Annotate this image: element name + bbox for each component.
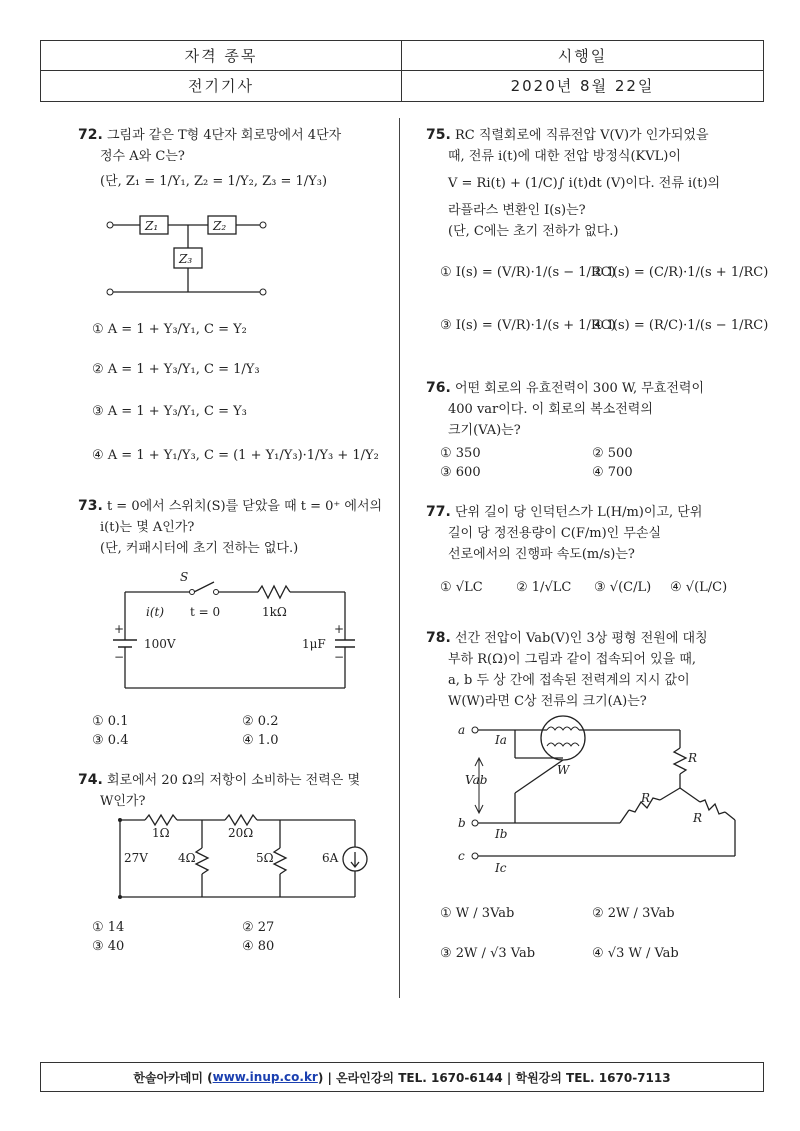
vab-label: Vab (465, 773, 488, 787)
question-78 (426, 628, 766, 712)
ia-label: Ia (495, 733, 507, 747)
r3-label: 4Ω (178, 851, 196, 865)
choice-72-4[interactable]: ④ A = 1 + Y₁/Y₃, C = (1 + Y₁/Y₃)·1/Y₃ + 1/Y₂ (92, 448, 379, 463)
question-text: 라플라스 변환인 I(s)는? (448, 203, 586, 218)
question-text: i(t)는 몇 A인가? (100, 520, 195, 535)
choice-75-2[interactable]: ② I(s) = (C/R)·1/(s + 1/RC) (592, 265, 769, 280)
choice-74-3[interactable]: ③ 40 (92, 939, 125, 954)
page-footer (40, 1062, 764, 1092)
three-phase-wattmeter-circuit (455, 718, 745, 883)
question-text: 정수 A와 C는? (100, 149, 185, 164)
z2-label: Z₂ (213, 219, 227, 233)
z1-label: Z₁ (145, 219, 159, 233)
question-76 (426, 378, 766, 441)
question-text: W인가? (100, 794, 146, 809)
choice-73-2[interactable]: ② 0.2 (242, 714, 279, 729)
question-note: (단, 커패시터에 초기 전하는 없다.) (100, 541, 299, 556)
question-text: 크기(VA)는? (448, 423, 521, 438)
r-label: R (641, 791, 651, 805)
svg-text:+: + (334, 622, 345, 636)
question-text: V = Ri(t) + (1/C)∫ i(t)dt (V)이다. 전류 i(t)의 (448, 176, 721, 191)
choice-74-2[interactable]: ② 27 (242, 920, 275, 935)
svg-text:−: − (114, 650, 125, 664)
choice-77-3[interactable]: ③ √(C/L) (594, 580, 652, 595)
question-72 (78, 125, 398, 192)
time-label: t = 0 (190, 605, 221, 619)
choice-76-1[interactable]: ① 350 (440, 446, 481, 461)
choice-78-4[interactable]: ④ √3 W / Vab (592, 946, 679, 961)
choice-75-3[interactable]: ③ I(s) = (V/R)·1/(s + 1/RC) (440, 318, 616, 333)
z3-label: Z₃ (179, 252, 193, 266)
choice-74-4[interactable]: ④ 80 (242, 939, 275, 954)
question-number: 78. (426, 630, 451, 646)
choice-73-4[interactable]: ④ 1.0 (242, 733, 279, 748)
i-label: 6A (322, 851, 339, 865)
choice-76-4[interactable]: ④ 700 (592, 465, 633, 480)
question-text: 때, 전류 i(t)에 대한 전압 방정식(KVL)이 (448, 149, 681, 164)
question-number: 77. (426, 504, 451, 520)
resistor-network-circuit (110, 812, 370, 912)
question-note: (단, Z₁ = 1/Y₁, Z₂ = 1/Y₂, Z₃ = 1/Y₃) (100, 174, 328, 189)
contact-info: ) | 온라인강의 TEL. 1670-6144 | 학원강의 TEL. 1670-7113 (317, 1070, 671, 1085)
column-divider (399, 118, 400, 998)
exam-date: 2020년 8월 22일 (510, 77, 655, 95)
question-77 (426, 502, 766, 565)
question-text: 선간 전압이 Vab(V)인 3상 평형 전원에 대칭 (454, 631, 708, 646)
rc-switch-circuit (110, 570, 360, 695)
exam-subject: 전기기사 (188, 77, 254, 95)
switch-label: S (180, 570, 189, 584)
r2-label: 20Ω (228, 826, 254, 840)
choice-78-2[interactable]: ② 2W / 3Vab (592, 906, 675, 921)
question-text: 회로에서 20 Ω의 저항이 소비하는 전력은 몇 (106, 773, 360, 788)
resistor-label: 1kΩ (262, 605, 287, 619)
r1-label: 1Ω (152, 826, 170, 840)
choice-75-4[interactable]: ④ I(s) = (R/C)·1/(s − 1/RC) (592, 318, 769, 333)
r-label: R (693, 811, 703, 825)
choice-75-1[interactable]: ① I(s) = (V/R)·1/(s − 1/RC) (440, 265, 616, 280)
question-text: 단위 길이 당 인덕턴스가 L(H/m)이고, 단위 (454, 505, 703, 520)
question-number: 75. (426, 127, 451, 143)
choice-76-3[interactable]: ③ 600 (440, 465, 481, 480)
ic-label: Ic (495, 861, 507, 875)
question-text: 그림과 같은 T형 4단자 회로망에서 4단자 (106, 128, 342, 143)
svg-text:+: + (114, 622, 125, 636)
question-75 (426, 125, 766, 242)
r4-label: 5Ω (256, 851, 274, 865)
question-number: 76. (426, 380, 451, 396)
question-number: 73. (78, 498, 103, 514)
choice-77-4[interactable]: ④ √(L/C) (670, 580, 728, 595)
question-text: 400 var이다. 이 회로의 복소전력의 (448, 402, 653, 417)
question-text: W(W)라면 C상 전류의 크기(A)는? (448, 694, 647, 709)
question-74 (78, 770, 398, 812)
choice-72-1[interactable]: ① A = 1 + Y₃/Y₁, C = Y₂ (92, 322, 247, 337)
choice-72-3[interactable]: ③ A = 1 + Y₃/Y₁, C = Y₃ (92, 404, 247, 419)
question-text: 어떤 회로의 유효전력이 300 W, 무효전력이 (454, 381, 705, 396)
question-text: 길이 당 정전용량이 C(F/m)인 무손실 (448, 526, 662, 541)
academy-name: 한솔아카데미 ( (133, 1070, 213, 1085)
v-label: 27V (124, 851, 148, 865)
choice-73-3[interactable]: ③ 0.4 (92, 733, 129, 748)
question-note: (단, C에는 초기 전하가 없다.) (448, 224, 619, 239)
choice-77-2[interactable]: ② 1/√LC (516, 580, 572, 595)
t-network-diagram (100, 205, 300, 305)
question-text: RC 직렬회로에 직류전압 V(V)가 인가되었을 (454, 128, 709, 143)
ib-label: Ib (495, 827, 508, 841)
exam-header (40, 40, 764, 102)
question-73 (78, 496, 398, 559)
question-number: 74. (78, 772, 103, 788)
cap-label: 1μF (302, 637, 326, 651)
website-link[interactable]: www.inup.co.kr (212, 1070, 318, 1084)
question-text: t = 0에서 스위치(S)를 닫았을 때 t = 0⁺ 에서의 (106, 499, 383, 514)
label-subject: 자격 종목 (184, 47, 258, 65)
source-label: 100V (144, 637, 176, 651)
node-c-label: c (458, 849, 465, 863)
choice-78-1[interactable]: ① W / 3Vab (440, 906, 515, 921)
question-text: 선로에서의 진행파 속도(m/s)는? (448, 547, 635, 562)
choice-77-1[interactable]: ① √LC (440, 580, 483, 595)
node-a-label: a (458, 723, 466, 737)
choice-78-3[interactable]: ③ 2W / √3 Vab (440, 946, 536, 961)
question-text: a, b 두 상 간에 접속된 전력계의 지시 값이 (448, 673, 690, 688)
choice-74-1[interactable]: ① 14 (92, 920, 125, 935)
question-number: 72. (78, 127, 103, 143)
node-b-label: b (458, 816, 466, 830)
wattmeter-label: W (557, 763, 570, 777)
svg-text:−: − (334, 650, 345, 664)
question-text: 부하 R(Ω)이 그림과 같이 접속되어 있을 때, (448, 652, 697, 667)
choice-72-2[interactable]: ② A = 1 + Y₃/Y₁, C = 1/Y₃ (92, 362, 260, 377)
current-label: i(t) (146, 605, 165, 619)
label-date: 시행일 (557, 47, 608, 65)
choice-73-1[interactable]: ① 0.1 (92, 714, 129, 729)
choice-76-2[interactable]: ② 500 (592, 446, 633, 461)
r-label: R (688, 751, 698, 765)
